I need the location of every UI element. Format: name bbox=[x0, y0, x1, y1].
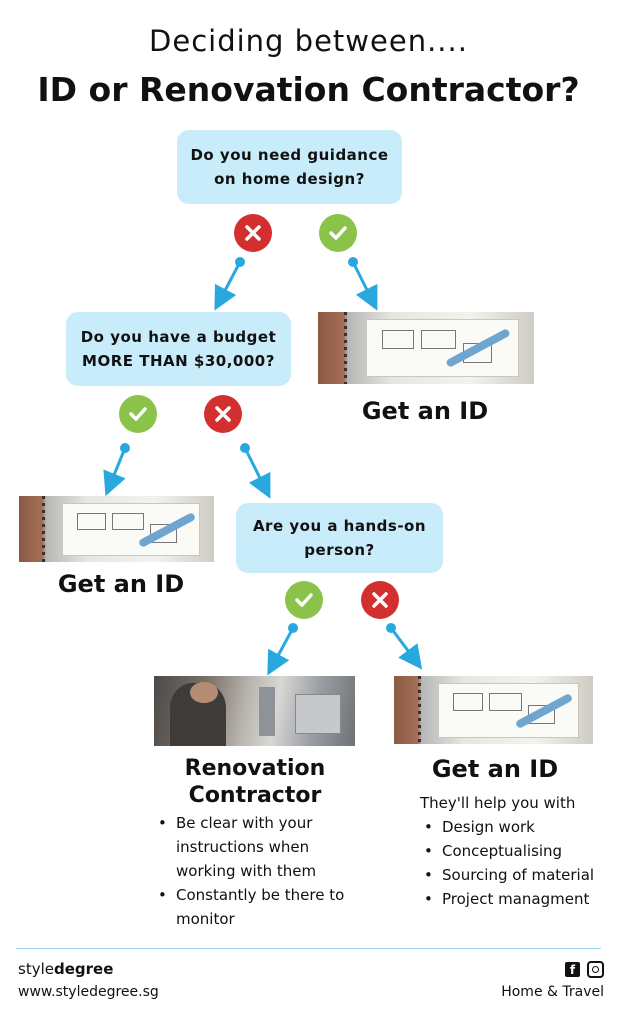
question-budget bbox=[66, 312, 291, 386]
sketch-photo bbox=[19, 496, 214, 562]
question-guidance bbox=[177, 130, 402, 204]
question-guidance-text: Do you need guidance on home design? bbox=[190, 146, 389, 188]
contractor-photo bbox=[154, 676, 355, 746]
subtitle: Deciding between.... bbox=[149, 24, 468, 58]
list-item: • Design work bbox=[418, 815, 613, 839]
arrow-q2-no bbox=[245, 448, 265, 488]
list-item: • Constantly be there to monitor bbox=[152, 883, 367, 931]
outcome-id-1: Get an ID bbox=[361, 397, 489, 425]
sketch-photo bbox=[318, 312, 534, 384]
outcome-id-2: Get an ID bbox=[57, 570, 185, 598]
arrow-q3-no bbox=[391, 628, 415, 660]
question-hands-on bbox=[236, 503, 443, 573]
cross-icon bbox=[361, 581, 399, 619]
sketch-photo bbox=[394, 676, 593, 744]
list-item: • Project managment bbox=[418, 887, 613, 911]
cross-icon bbox=[234, 214, 272, 252]
footer-divider bbox=[16, 948, 601, 949]
instagram-icon[interactable] bbox=[587, 961, 604, 978]
question-budget-text: Do you have a budget MORE THAN $30,000? bbox=[80, 328, 277, 370]
check-icon bbox=[119, 395, 157, 433]
brand-logo bbox=[18, 960, 113, 978]
arrow-q1-yes bbox=[353, 262, 372, 300]
footer-url[interactable]: www.styledegree.sg bbox=[18, 984, 159, 1000]
contractor-label-line1: Renovation bbox=[184, 756, 326, 781]
contractor-label-line2: Contractor bbox=[188, 783, 322, 808]
cross-icon bbox=[204, 395, 242, 433]
id-intro: They'll help you with bbox=[420, 794, 576, 812]
list-item: • Sourcing of material bbox=[418, 863, 613, 887]
facebook-icon[interactable]: f bbox=[565, 962, 580, 977]
check-icon bbox=[285, 581, 323, 619]
list-item: • Conceptualising bbox=[418, 839, 613, 863]
arrow-q2-yes bbox=[110, 448, 125, 485]
page-title: ID or Renovation Contractor? bbox=[37, 70, 580, 109]
check-icon bbox=[319, 214, 357, 252]
list-item: • Be clear with your instructions when working with them bbox=[152, 811, 367, 883]
id-tasks bbox=[418, 815, 613, 911]
outcome-contractor bbox=[160, 755, 350, 809]
outcome-id-3: Get an ID bbox=[431, 755, 559, 783]
brand-bold: degree bbox=[53, 960, 114, 978]
footer-tagline: Home & Travel bbox=[501, 984, 604, 1000]
arrow-q3-yes bbox=[273, 628, 293, 665]
contractor-tips bbox=[152, 811, 367, 931]
question-hands-on-text: Are you a hands-on person? bbox=[252, 517, 427, 559]
brand-light: style bbox=[18, 960, 54, 978]
arrow-q1-no bbox=[220, 262, 240, 300]
